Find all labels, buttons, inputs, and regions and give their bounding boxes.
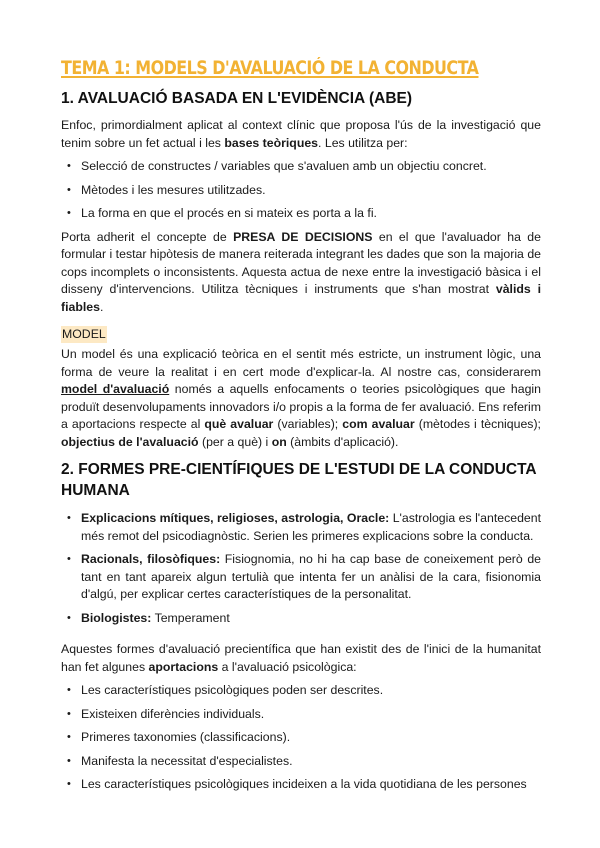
section-abe [61,88,541,451]
list-item: • Manifesta la necessitat d'especialistes. [61,753,541,771]
list-item: • Explicacions mítiques, religioses, astrologia, Oracle: L'astrologia es l'antecedent més remot del psicodiagnòstic. Serien les primeres explicacions sobre la conducta. [61,510,541,545]
bullet-list [61,682,541,794]
list-item: • Les característiques psicològiques incideixen a la vida quotidiana de les persones [61,776,541,794]
list-item: • Primeres taxonomies (classificacions). [61,729,541,747]
paragraph: Enfoc, primordialment aplicat al context clínic que proposa l'ús de la investigació que tenim sobre un fet actual i les bases teòriques. Les utilitza per: [61,118,541,150]
section-heading: 2. FORMES PRE-CIENTÍFIQUES DE L'ESTUDI DE LA CONDUCTA HUMANA [61,461,537,499]
list-item: • Existeixen diferències individuals. [61,706,541,724]
section-heading: 1. AVALUACIÓ BASADA EN L'EVIDÈNCIA (ABE) [61,90,413,107]
bullet-list [61,510,541,627]
paragraph: Aquestes formes d'avaluació precientífica que han existit des de l'inici de la humanitat han fet algunes aportacions a l'avaluació psicològica: [61,642,541,674]
paragraph: Porta adherit el concepte de PRESA DE DECISIONS en el que l'avaluador ha de formular i testar hipòtesis de manera reiterada integrant les dades que son la majoria de cops incomplets o inconsistents. Aquesta actua de nexe entre la investigació bàsica i el disseny d'intervencions. Utilitza tècniques i instruments que s'han mostrat vàlids i fiables. [61,229,541,314]
paragraph: Un model és una explicació teòrica en el sentit més estricte, un instrument lògic, una forma de veure la realitat i en cert mode d'explicar-la. Al nostre cas, considerarem model d'avaluació només a aquells enfocaments o teories psicològiques que hagin produït desenvolupaments innovadors i/o propis a la forma de fer avaluació. Ens referim a aportacions respecte al què avaluar (variables); com avaluar (mètodes i tècniques); objectius de l'avaluació (per a què) i on (àmbits d'aplicació). [61,347,541,449]
list-item: • Biologistes: Temperament [61,610,541,628]
section-precientific [61,459,541,794]
highlighted-label: MODEL [62,327,106,341]
bullet-list [61,158,541,223]
list-item: • Racionals, filosòfiques: Fisiognomia, no hi ha cap base de coneixement però de tant en tant apareix algun tertulià que intenta fer un anàlisi de la cara, fisionomia d'algú, per explicar certes característiques de la personalitat. [61,551,541,604]
list-item: • Selecció de constructes / variables que s'avaluen amb un objectiu concret. [61,158,541,176]
document-title: TEMA 1: MODELS D'AVALUACIÓ DE LA CONDUCTA [61,58,479,79]
document-page [61,58,541,800]
list-item: • Mètodes i les mesures utilitzades. [61,182,541,200]
list-item: • La forma en que el procés en si mateix es porta a la fi. [61,205,541,223]
list-item: • Les característiques psicològiques poden ser descrites. [61,682,541,700]
